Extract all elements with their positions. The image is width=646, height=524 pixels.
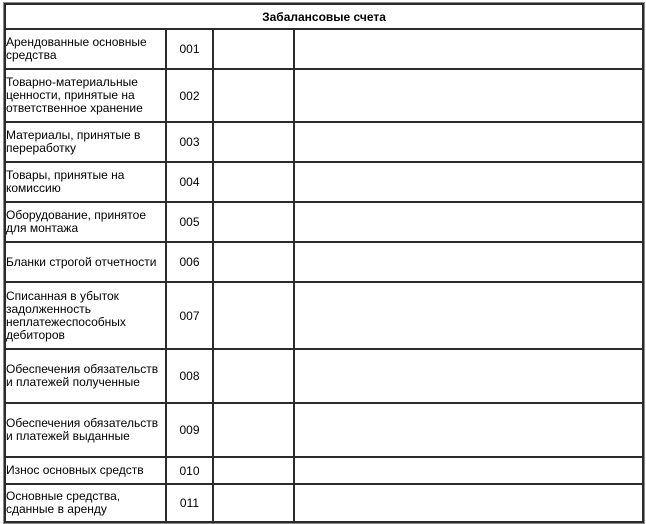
empty-cell xyxy=(214,123,295,163)
account-code: 004 xyxy=(167,163,214,203)
account-code: 005 xyxy=(167,203,214,243)
account-name: Товары, принятые на комиссию xyxy=(4,163,167,203)
empty-cell xyxy=(295,123,644,163)
table-title: Забалансовые счета xyxy=(4,3,644,30)
table-row xyxy=(4,404,644,458)
empty-cell xyxy=(295,70,644,123)
table-row xyxy=(4,458,644,485)
table-row xyxy=(4,350,644,404)
account-code: 006 xyxy=(167,243,214,283)
account-name: Основные средства, сданные в аренду xyxy=(4,485,167,523)
empty-cell xyxy=(295,404,644,458)
account-name: Арендованные основные средства xyxy=(4,30,167,70)
account-code: 002 xyxy=(167,70,214,123)
account-name: Оборудование, принятое для монтажа xyxy=(4,203,167,243)
table-row xyxy=(4,163,644,203)
empty-cell xyxy=(214,404,295,458)
empty-cell xyxy=(214,30,295,70)
empty-cell xyxy=(295,458,644,485)
off-balance-accounts-table xyxy=(4,3,644,523)
account-code: 009 xyxy=(167,404,214,458)
table-row xyxy=(4,283,644,350)
empty-cell xyxy=(295,350,644,404)
account-name: Списанная в убыток задолженность неплатежеспособных дебиторов xyxy=(4,283,167,350)
off-balance-table-container xyxy=(3,2,645,524)
account-name: Бланки строгой отчетности xyxy=(4,243,167,283)
empty-cell xyxy=(214,283,295,350)
empty-cell xyxy=(295,30,644,70)
account-code: 001 xyxy=(167,30,214,70)
empty-cell xyxy=(214,243,295,283)
empty-cell xyxy=(214,485,295,523)
empty-cell xyxy=(214,163,295,203)
account-name: Износ основных средств xyxy=(4,458,167,485)
table-row xyxy=(4,123,644,163)
account-name: Обеспечения обязательств и платежей выданные xyxy=(4,404,167,458)
empty-cell xyxy=(295,163,644,203)
empty-cell xyxy=(214,70,295,123)
table-row xyxy=(4,30,644,70)
empty-cell xyxy=(295,283,644,350)
account-code: 007 xyxy=(167,283,214,350)
table-row xyxy=(4,203,644,243)
account-name: Обеспечения обязательств и платежей полученные xyxy=(4,350,167,404)
account-code: 011 xyxy=(167,485,214,523)
account-name: Товарно-материальные ценности, принятые на ответственное хранение xyxy=(4,70,167,123)
empty-cell xyxy=(214,203,295,243)
account-code: 008 xyxy=(167,350,214,404)
table-row xyxy=(4,243,644,283)
empty-cell xyxy=(295,243,644,283)
account-name: Материалы, принятые в переработку xyxy=(4,123,167,163)
table-row xyxy=(4,70,644,123)
empty-cell xyxy=(295,203,644,243)
table-row xyxy=(4,485,644,523)
table-header-row xyxy=(4,3,644,30)
empty-cell xyxy=(214,350,295,404)
empty-cell xyxy=(295,485,644,523)
empty-cell xyxy=(214,458,295,485)
account-code: 010 xyxy=(167,458,214,485)
account-code: 003 xyxy=(167,123,214,163)
